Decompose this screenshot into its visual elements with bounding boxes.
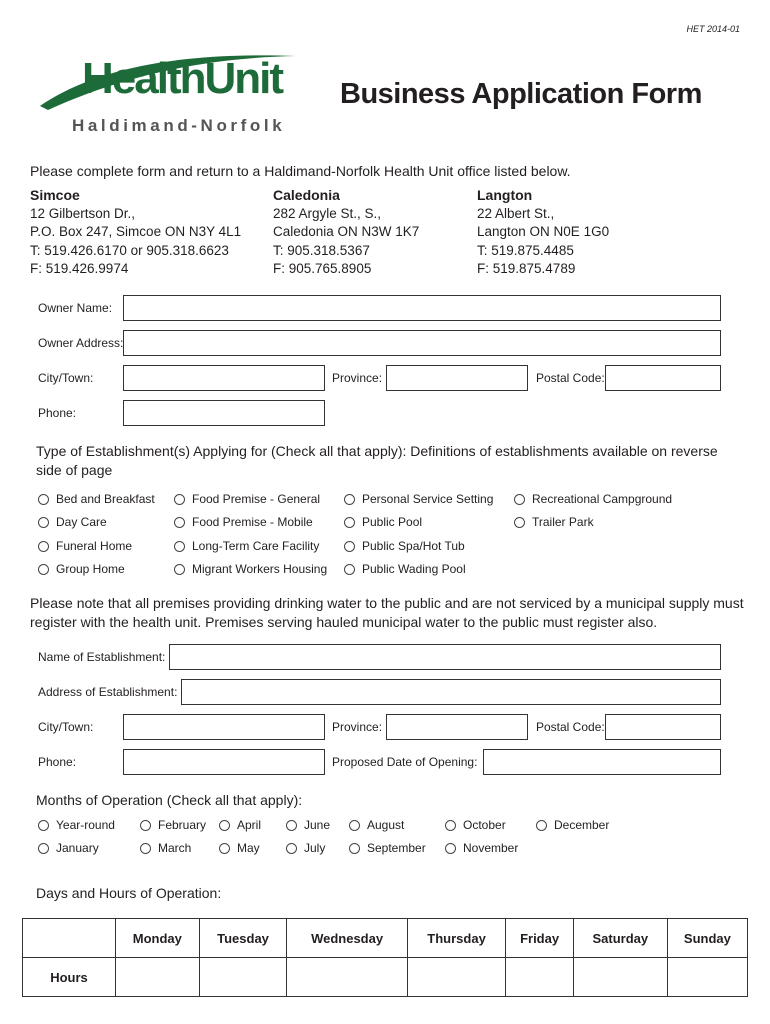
office-line: F: 905.765.8905	[273, 261, 372, 276]
radio-icon[interactable]	[174, 517, 185, 528]
owner-city-input[interactable]	[123, 365, 325, 391]
day-thursday: Thursday	[407, 919, 506, 958]
month-september[interactable]: September	[349, 841, 426, 855]
office-line: T: 519.875.4485	[477, 242, 574, 258]
month-february[interactable]: February	[140, 818, 206, 832]
radio-icon[interactable]	[219, 820, 230, 831]
office-simcoe	[30, 186, 241, 279]
hours-cell-monday[interactable]	[116, 958, 200, 997]
water-note: Please note that all premises providing drinking water to the public and are not serviced by a municipal supply must register with the health unit. Premises serving hauled municipal water to the public must register also.	[30, 595, 744, 630]
opening-date-label: Proposed Date of Opening:	[332, 755, 478, 769]
establishment-city-input[interactable]	[123, 714, 325, 740]
hours-cell-wednesday[interactable]	[287, 958, 407, 997]
office-line: 22 Albert St.,	[477, 205, 555, 221]
month-april[interactable]: April	[219, 818, 261, 832]
owner-city-label: City/Town:	[38, 371, 94, 385]
option-trailer-park[interactable]: Trailer Park	[514, 515, 594, 529]
option-public-pool[interactable]: Public Pool	[344, 515, 422, 529]
health-unit-logo	[38, 48, 300, 140]
establishment-province-label: Province:	[332, 720, 383, 734]
radio-icon[interactable]	[38, 820, 49, 831]
radio-icon[interactable]	[445, 820, 456, 831]
radio-icon[interactable]	[38, 541, 49, 552]
month-july[interactable]: July	[286, 841, 325, 855]
hours-cell-friday[interactable]	[506, 958, 573, 997]
establishment-name-input[interactable]	[169, 644, 721, 670]
page-title: Business Application Form	[340, 78, 702, 110]
establishment-address-label: Address of Establishment:	[38, 685, 178, 699]
month-november[interactable]: November	[445, 841, 518, 855]
hours-table	[22, 918, 748, 997]
day-saturday: Saturday	[573, 919, 667, 958]
logo-title: HealthUnit	[82, 54, 282, 103]
radio-icon[interactable]	[140, 820, 151, 831]
owner-name-label: Owner Name:	[38, 301, 113, 315]
month-january[interactable]: January	[38, 841, 99, 855]
logo-subtitle: Haldimand-Norfolk	[72, 116, 286, 135]
office-line: T: 519.426.6170 or 905.318.6623	[30, 242, 229, 258]
radio-icon[interactable]	[174, 494, 185, 505]
day-tuesday: Tuesday	[199, 919, 287, 958]
radio-icon[interactable]	[344, 494, 355, 505]
radio-icon[interactable]	[38, 843, 49, 854]
option-long-term-care[interactable]: Long-Term Care Facility	[174, 539, 319, 553]
month-october[interactable]: October	[445, 818, 506, 832]
option-food-premise-general[interactable]: Food Premise - General	[174, 492, 320, 506]
radio-icon[interactable]	[344, 517, 355, 528]
establishment-phone-label: Phone:	[38, 755, 77, 769]
owner-address-input[interactable]	[123, 330, 721, 356]
hours-cell-saturday[interactable]	[573, 958, 667, 997]
radio-icon[interactable]	[38, 494, 49, 505]
radio-icon[interactable]	[140, 843, 151, 854]
hours-cell-thursday[interactable]	[407, 958, 506, 997]
radio-icon[interactable]	[536, 820, 547, 831]
radio-icon[interactable]	[344, 564, 355, 575]
hours-row-label: Hours	[23, 958, 116, 997]
hours-cell-tuesday[interactable]	[199, 958, 287, 997]
office-name: Simcoe	[30, 187, 80, 203]
establishment-name-label: Name of Establishment:	[38, 650, 166, 664]
establishment-address-input[interactable]	[181, 679, 721, 705]
opening-date-input[interactable]	[483, 749, 721, 775]
establishment-city-label: City/Town:	[38, 720, 94, 734]
owner-phone-input[interactable]	[123, 400, 325, 426]
day-friday: Friday	[506, 919, 573, 958]
office-line: F: 519.875.4789	[477, 261, 576, 276]
month-year-round[interactable]: Year-round	[38, 818, 115, 832]
hours-header-row	[23, 919, 748, 958]
office-line: Caledonia ON N3W 1K7	[273, 224, 420, 239]
establishment-type-heading: Type of Establishment(s) Applying for (Check all that apply): Definitions of establishments available on reverse side of page	[36, 443, 718, 478]
owner-postal-label: Postal Code:	[536, 371, 605, 385]
month-march[interactable]: March	[140, 841, 191, 855]
option-group-home[interactable]: Group Home	[38, 562, 125, 576]
radio-icon[interactable]	[349, 820, 360, 831]
option-public-spa[interactable]: Public Spa/Hot Tub	[344, 539, 465, 553]
office-line: P.O. Box 247, Simcoe ON N3Y 4L1	[30, 224, 242, 239]
option-funeral-home[interactable]: Funeral Home	[38, 539, 132, 553]
corner-cell	[23, 919, 116, 958]
owner-phone-label: Phone:	[38, 406, 77, 420]
radio-icon[interactable]	[514, 517, 525, 528]
establishment-phone-input[interactable]	[123, 749, 325, 775]
option-bed-and-breakfast[interactable]: Bed and Breakfast	[38, 492, 155, 506]
establishment-postal-label: Postal Code:	[536, 720, 605, 734]
establishment-postal-input[interactable]	[605, 714, 721, 740]
office-line: 282 Argyle St., S.,	[273, 205, 382, 221]
owner-address-label: Owner Address:	[38, 336, 124, 350]
day-sunday: Sunday	[667, 919, 747, 958]
establishment-province-input[interactable]	[386, 714, 528, 740]
owner-province-label: Province:	[332, 371, 383, 385]
radio-icon[interactable]	[174, 564, 185, 575]
intro-text: Please complete form and return to a Haldimand-Norfolk Health Unit office listed below.	[30, 163, 571, 179]
month-june[interactable]: June	[286, 818, 330, 832]
form-code: HET 2014-01	[686, 24, 740, 34]
office-line: T: 905.318.5367	[273, 242, 370, 258]
radio-icon[interactable]	[219, 843, 230, 854]
office-name: Langton	[477, 187, 533, 203]
days-heading: Days and Hours of Operation:	[36, 885, 222, 901]
owner-name-input[interactable]	[123, 295, 721, 321]
owner-province-input[interactable]	[386, 365, 528, 391]
office-name: Caledonia	[273, 187, 340, 203]
month-december[interactable]: December	[536, 818, 609, 832]
option-food-premise-mobile[interactable]: Food Premise - Mobile	[174, 515, 313, 529]
office-langton	[477, 186, 609, 279]
radio-icon[interactable]	[38, 517, 49, 528]
day-wednesday: Wednesday	[287, 919, 407, 958]
radio-icon[interactable]	[349, 843, 360, 854]
option-public-wading-pool[interactable]: Public Wading Pool	[344, 562, 466, 576]
hours-cell-sunday[interactable]	[667, 958, 747, 997]
radio-icon[interactable]	[38, 564, 49, 575]
option-recreational-campground[interactable]: Recreational Campground	[514, 492, 672, 506]
option-personal-service-setting[interactable]: Personal Service Setting	[344, 492, 493, 506]
office-line: 12 Gilbertson Dr.,	[30, 205, 136, 221]
radio-icon[interactable]	[514, 494, 525, 505]
radio-icon[interactable]	[286, 820, 297, 831]
month-august[interactable]: August	[349, 818, 404, 832]
hours-row	[23, 958, 748, 997]
office-line: F: 519.426.9974	[30, 261, 129, 276]
months-heading: Months of Operation (Check all that apply):	[36, 792, 303, 808]
option-migrant-workers-housing[interactable]: Migrant Workers Housing	[174, 562, 327, 576]
month-may[interactable]: May	[219, 841, 260, 855]
radio-icon[interactable]	[174, 541, 185, 552]
radio-icon[interactable]	[344, 541, 355, 552]
office-caledonia	[273, 186, 419, 279]
option-day-care[interactable]: Day Care	[38, 515, 107, 529]
radio-icon[interactable]	[445, 843, 456, 854]
radio-icon[interactable]	[286, 843, 297, 854]
owner-postal-input[interactable]	[605, 365, 721, 391]
office-line: Langton ON N0E 1G0	[477, 224, 610, 239]
day-monday: Monday	[116, 919, 200, 958]
